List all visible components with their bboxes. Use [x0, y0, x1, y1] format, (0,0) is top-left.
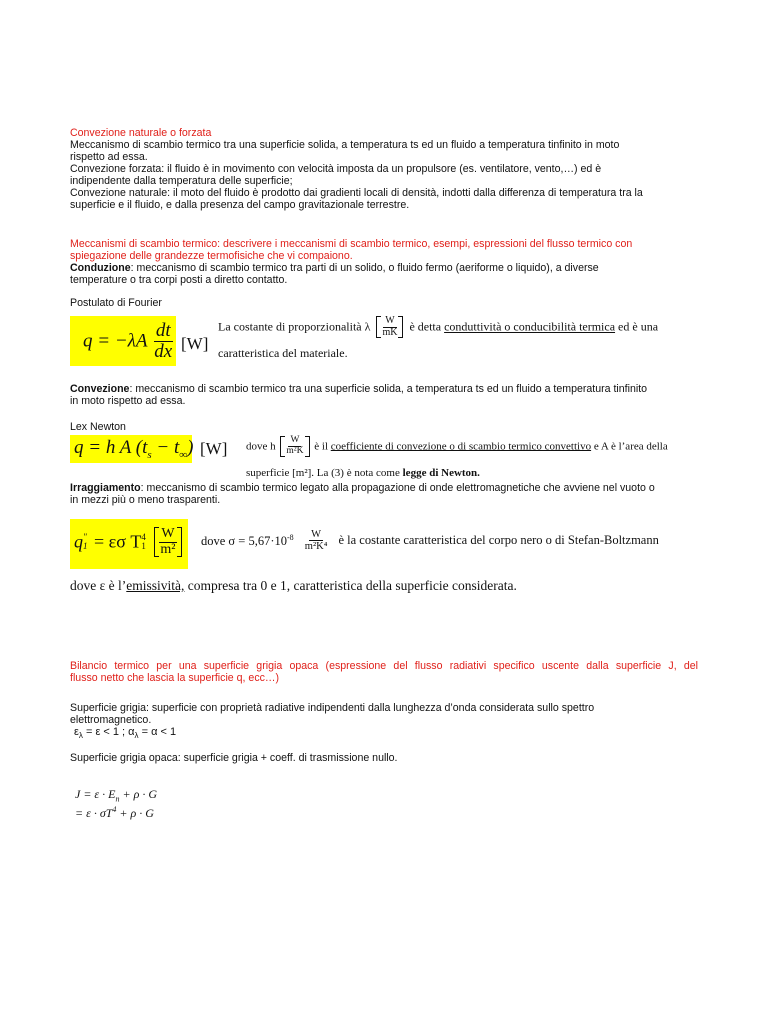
section-title: Bilancio termico per una superficie grigia opaca (espressione del flusso radiativi specifico uscente dalla superficie J, del [70, 660, 698, 672]
section-meccanismi [70, 238, 690, 286]
text-line: Convezione forzata: il fluido è in movimento con velocità imposta da un propulsore (es. ventilatore, vento,…) ed è [70, 163, 602, 175]
legge-newton: legge di Newton. [402, 467, 480, 479]
stefan-desc-line2: dove ε è l’emissività, compresa tra 0 e 1, caratteristica della superficie considerata. [70, 578, 517, 593]
radiosity-equation-line2: = $\varepsilon \cdot \sigma T^4 + \rho \cdot G$ [75, 805, 154, 820]
section-title-cont: spiegazione delle grandezze termofisiche che vi compaiono. [70, 250, 353, 262]
section-title-cont: flusso netto che lascia la superficie q, ecc…) [70, 672, 280, 684]
fourier-desc-line2: caratteristica del materiale. [218, 346, 348, 360]
text-line: rispetto ad essa. [70, 151, 148, 163]
newton-label: Lex Newton [70, 421, 126, 433]
term-convezione: Convezione [70, 383, 130, 395]
text-line: Convezione naturale: il moto del fluido è prodotto dai gradienti locali di densità, indotti dalla differenza di temperatura tra la [70, 187, 643, 199]
fourier-equation: q = −λA $\frac{dt}{dx}$ [83, 320, 173, 362]
fourier-label: Postulato di Fourier [70, 297, 162, 309]
newton-equation: q = h A $(t_s - t_\infty)$ [74, 437, 194, 461]
section-convezione [70, 127, 690, 211]
text-line: temperature o tra corpi posti a diretto contatto. [70, 274, 288, 286]
text-line: indipendente dalla temperatura delle superficie; [70, 175, 293, 187]
link-emissivita: emissività, [126, 578, 185, 593]
stefan-desc-line1: dove $\sigma = 5,67\cdot 10^{-8}$ $\frac{W}{\text{m²K⁴}}$ è la costante caratteristica del corpo nero o di Stefan-Boltzmann [201, 529, 659, 553]
stefan-equation: q " 1 = εσ T 4 1 $\frac{W}{\text{m²}}$ [74, 527, 182, 557]
superficie-grigia-opaca: Superficie grigia opaca: superficie grigia + coeff. di trasmissione nullo. [70, 752, 398, 764]
superficie-grigia: Superficie grigia: superficie con proprietà radiative indipendenti dalla lunghezza d’onda considerata sullo spettro elettromagnetico. $\varepsilon_\lambda = \varepsilon < 1$ ; $\alpha_\lambda = \alpha < 1$ [70, 702, 690, 742]
link-conduttivita: conduttività o conducibilità termica [444, 319, 616, 334]
section-title: Convezione naturale o forzata [70, 127, 212, 139]
newton-desc-line2: superficie [m²]. La (3) è nota come legge di Newton. [246, 467, 480, 479]
text-line: Meccanismo di scambio termico tra una superficie solida, a temperatura ts ed un fluido a temperatura tinfinito in moto [70, 139, 620, 151]
conduzione-paragraph: Conduzione: meccanismo di scambio termico tra parti di un solido, o fluido fermo (aeriforme o liquido), a diverse [70, 262, 599, 274]
term-irraggiamento: Irraggiamento [70, 482, 141, 494]
radiosity-equation-line1: $J = \varepsilon \cdot E_n + \rho \cdot G$ [75, 787, 158, 804]
newton-desc-line1: dove h $\frac{W}{\text{m²K}}$ è il coefficiente di convezione o di scambio termico convettivo e A è l’area della [246, 435, 668, 456]
irraggiamento-paragraph: Irraggiamento: meccanismo di scambio termico legato alla propagazione di onde elettromagnetiche che avviene nel vuoto o in mezzi più o meno trasparenti. [70, 482, 655, 506]
section-title: Meccanismi di scambio termico: descrivere i meccanismi di scambio termico, esempi, espressioni del flusso termico con [70, 238, 633, 250]
newton-unit: [W] [200, 439, 228, 458]
fourier-desc-line1: La costante di proporzionalità λ $\frac{W}{mK}$ è detta conduttività o conducibilità termica ed è una [218, 315, 659, 338]
link-coefficiente-convezione: coefficiente di convezione o di scambio termico convettivo [330, 440, 592, 453]
term-conduzione: Conduzione [70, 262, 131, 274]
convezione-paragraph: Convezione: meccanismo di scambio termico tra una superficie solida, a temperatura ts ed un fluido a temperatura tinfinito in moto rispetto ad essa. [70, 383, 648, 407]
text-line: superficie e il fluido, e dalla presenza del campo gravitazionale terrestre. [70, 199, 410, 211]
fourier-unit: [W] [181, 334, 209, 353]
grey-condition: $\varepsilon_\lambda = \varepsilon < 1$ ; $\alpha_\lambda = \alpha < 1$ [74, 726, 177, 741]
section-bilancio [70, 660, 698, 684]
